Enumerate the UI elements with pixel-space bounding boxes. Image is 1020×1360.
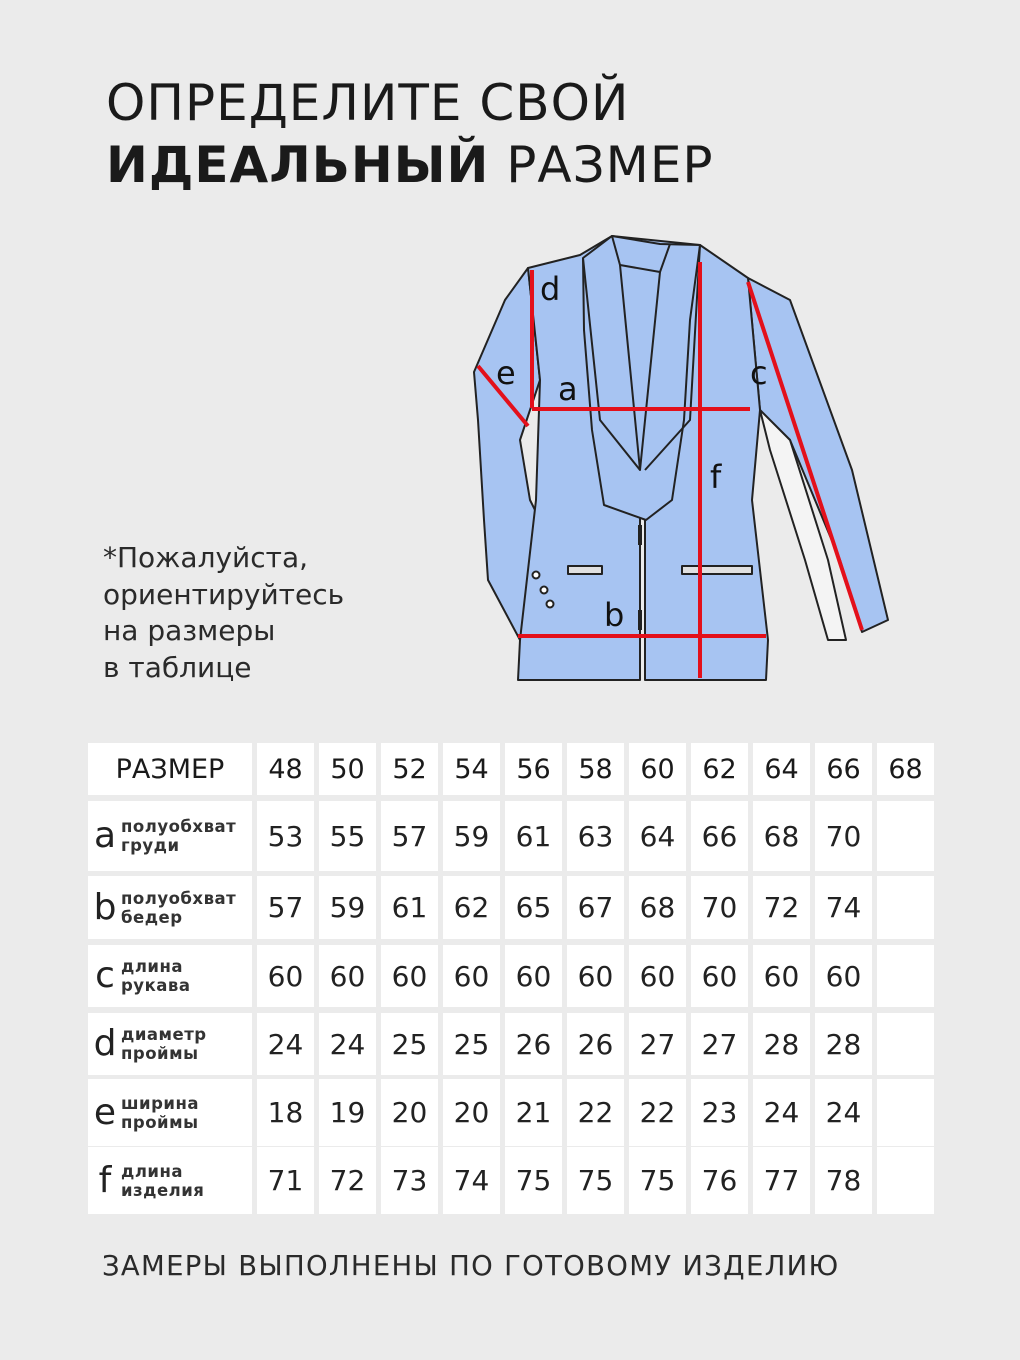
value-cell: 18	[257, 1079, 314, 1146]
row-letter: c	[95, 955, 115, 996]
row-description-line-1: полуобхват	[121, 888, 237, 908]
value-cell	[877, 945, 934, 1007]
value-cell: 25	[381, 1013, 438, 1075]
value-cell: 60	[629, 945, 686, 1007]
row-label-b	[88, 876, 252, 939]
row-description-line-1: диаметр	[121, 1025, 207, 1044]
size-header-68: 68	[877, 743, 934, 795]
label-e: e	[496, 354, 516, 392]
value-cell: 60	[381, 945, 438, 1007]
size-header-56: 56	[505, 743, 562, 795]
value-cell: 66	[691, 801, 748, 871]
row-label-e	[88, 1079, 252, 1146]
value-cell: 68	[629, 876, 686, 939]
row-description-line-1: длина	[121, 957, 184, 976]
size-header-58: 58	[567, 743, 624, 795]
value-cell: 70	[815, 801, 872, 871]
value-cell: 71	[257, 1147, 314, 1214]
title-line-2	[106, 134, 714, 196]
row-label-d	[88, 1013, 252, 1075]
label-f: f	[710, 458, 722, 496]
value-cell	[877, 1079, 934, 1146]
size-header-label: РАЗМЕР	[88, 743, 252, 795]
value-cell: 21	[505, 1079, 562, 1146]
value-cell: 60	[691, 945, 748, 1007]
value-cell: 28	[753, 1013, 810, 1075]
value-cell: 60	[753, 945, 810, 1007]
value-cell: 63	[567, 801, 624, 871]
row-description	[121, 1094, 199, 1132]
value-cell: 60	[257, 945, 314, 1007]
value-cell: 64	[629, 801, 686, 871]
row-description-line-1: ширина	[121, 1093, 199, 1113]
value-cell	[877, 876, 934, 939]
value-cell: 74	[443, 1147, 500, 1214]
value-cell: 59	[443, 801, 500, 871]
row-description	[121, 1025, 207, 1063]
row-letter: e	[93, 1091, 117, 1133]
row-description-line-2: рукава	[121, 976, 191, 995]
row-letter: b	[93, 886, 117, 928]
value-cell: 24	[257, 1013, 314, 1075]
value-cell	[877, 1013, 934, 1075]
note-line-2: ориентируйтесь	[103, 577, 345, 611]
size-header-62: 62	[691, 743, 748, 795]
row-description-line-2: бедер	[121, 907, 183, 927]
value-cell: 26	[505, 1013, 562, 1075]
value-cell: 74	[815, 876, 872, 939]
row-label-f	[88, 1147, 252, 1214]
label-b: b	[604, 596, 625, 634]
value-cell: 61	[505, 801, 562, 871]
row-letter: a	[93, 815, 117, 856]
value-cell: 75	[567, 1147, 624, 1214]
title-rest: РАЗМЕР	[489, 136, 714, 194]
value-cell: 75	[505, 1147, 562, 1214]
value-cell: 20	[443, 1079, 500, 1146]
value-cell: 24	[753, 1079, 810, 1146]
value-cell: 73	[381, 1147, 438, 1214]
row-description-line-2: проймы	[121, 1112, 199, 1132]
value-cell: 26	[567, 1013, 624, 1075]
size-header-52: 52	[381, 743, 438, 795]
row-description-line-1: полуобхват	[121, 817, 237, 836]
value-cell: 24	[319, 1013, 376, 1075]
value-cell: 59	[319, 876, 376, 939]
title-line-1: ОПРЕДЕЛИТЕ СВОЙ	[106, 74, 630, 132]
note-line-1: *Пожалуйста,	[103, 541, 308, 574]
value-cell: 57	[257, 876, 314, 939]
value-cell: 72	[753, 876, 810, 939]
value-cell: 60	[815, 945, 872, 1007]
row-description	[121, 889, 236, 927]
label-c: c	[750, 354, 768, 392]
jacket-diagram	[460, 225, 900, 695]
value-cell: 27	[629, 1013, 686, 1075]
row-letter: d	[93, 1023, 117, 1064]
value-cell: 76	[691, 1147, 748, 1214]
size-header-66: 66	[815, 743, 872, 795]
value-cell: 22	[567, 1079, 624, 1146]
value-cell: 67	[567, 876, 624, 939]
value-cell: 60	[319, 945, 376, 1007]
value-cell: 20	[381, 1079, 438, 1146]
value-cell: 75	[629, 1147, 686, 1214]
value-cell: 23	[691, 1079, 748, 1146]
value-cell: 60	[567, 945, 624, 1007]
value-cell: 62	[443, 876, 500, 939]
value-cell: 61	[381, 876, 438, 939]
footer-note: ЗАМЕРЫ ВЫПОЛНЕНЫ ПО ГОТОВОМУ ИЗДЕЛИЮ	[102, 1250, 840, 1282]
value-cell: 68	[753, 801, 810, 871]
size-note	[103, 540, 344, 686]
size-header-60: 60	[629, 743, 686, 795]
jacket-body	[474, 236, 888, 680]
row-description-line-1: длина	[121, 1161, 184, 1181]
row-description	[121, 957, 190, 995]
value-cell: 55	[319, 801, 376, 871]
value-cell: 24	[815, 1079, 872, 1146]
row-label-a	[88, 801, 252, 871]
value-cell: 60	[443, 945, 500, 1007]
row-description-line-2: груди	[121, 836, 180, 855]
value-cell: 19	[319, 1079, 376, 1146]
value-cell	[877, 1147, 934, 1214]
value-cell: 28	[815, 1013, 872, 1075]
label-a: a	[558, 370, 578, 408]
row-description-line-2: проймы	[121, 1044, 199, 1063]
title-bold-word: ИДЕАЛЬНЫЙ	[106, 136, 490, 194]
note-line-3: на размеры	[103, 614, 276, 647]
value-cell: 78	[815, 1147, 872, 1214]
value-cell: 70	[691, 876, 748, 939]
row-description	[121, 817, 236, 855]
page-title	[106, 72, 714, 196]
label-d: d	[540, 270, 561, 308]
value-cell	[877, 801, 934, 871]
value-cell: 60	[505, 945, 562, 1007]
value-cell: 77	[753, 1147, 810, 1214]
row-description-line-2: изделия	[121, 1180, 205, 1200]
value-cell: 53	[257, 801, 314, 871]
value-cell: 65	[505, 876, 562, 939]
size-header-54: 54	[443, 743, 500, 795]
note-line-4: в таблице	[103, 650, 252, 684]
row-letter: f	[98, 1159, 112, 1201]
value-cell: 22	[629, 1079, 686, 1146]
size-header-48: 48	[257, 743, 314, 795]
row-description	[121, 1162, 204, 1200]
value-cell: 25	[443, 1013, 500, 1075]
size-header-50: 50	[319, 743, 376, 795]
value-cell: 72	[319, 1147, 376, 1214]
value-cell: 57	[381, 801, 438, 871]
row-label-c	[88, 945, 252, 1007]
size-header-64: 64	[753, 743, 810, 795]
value-cell: 27	[691, 1013, 748, 1075]
